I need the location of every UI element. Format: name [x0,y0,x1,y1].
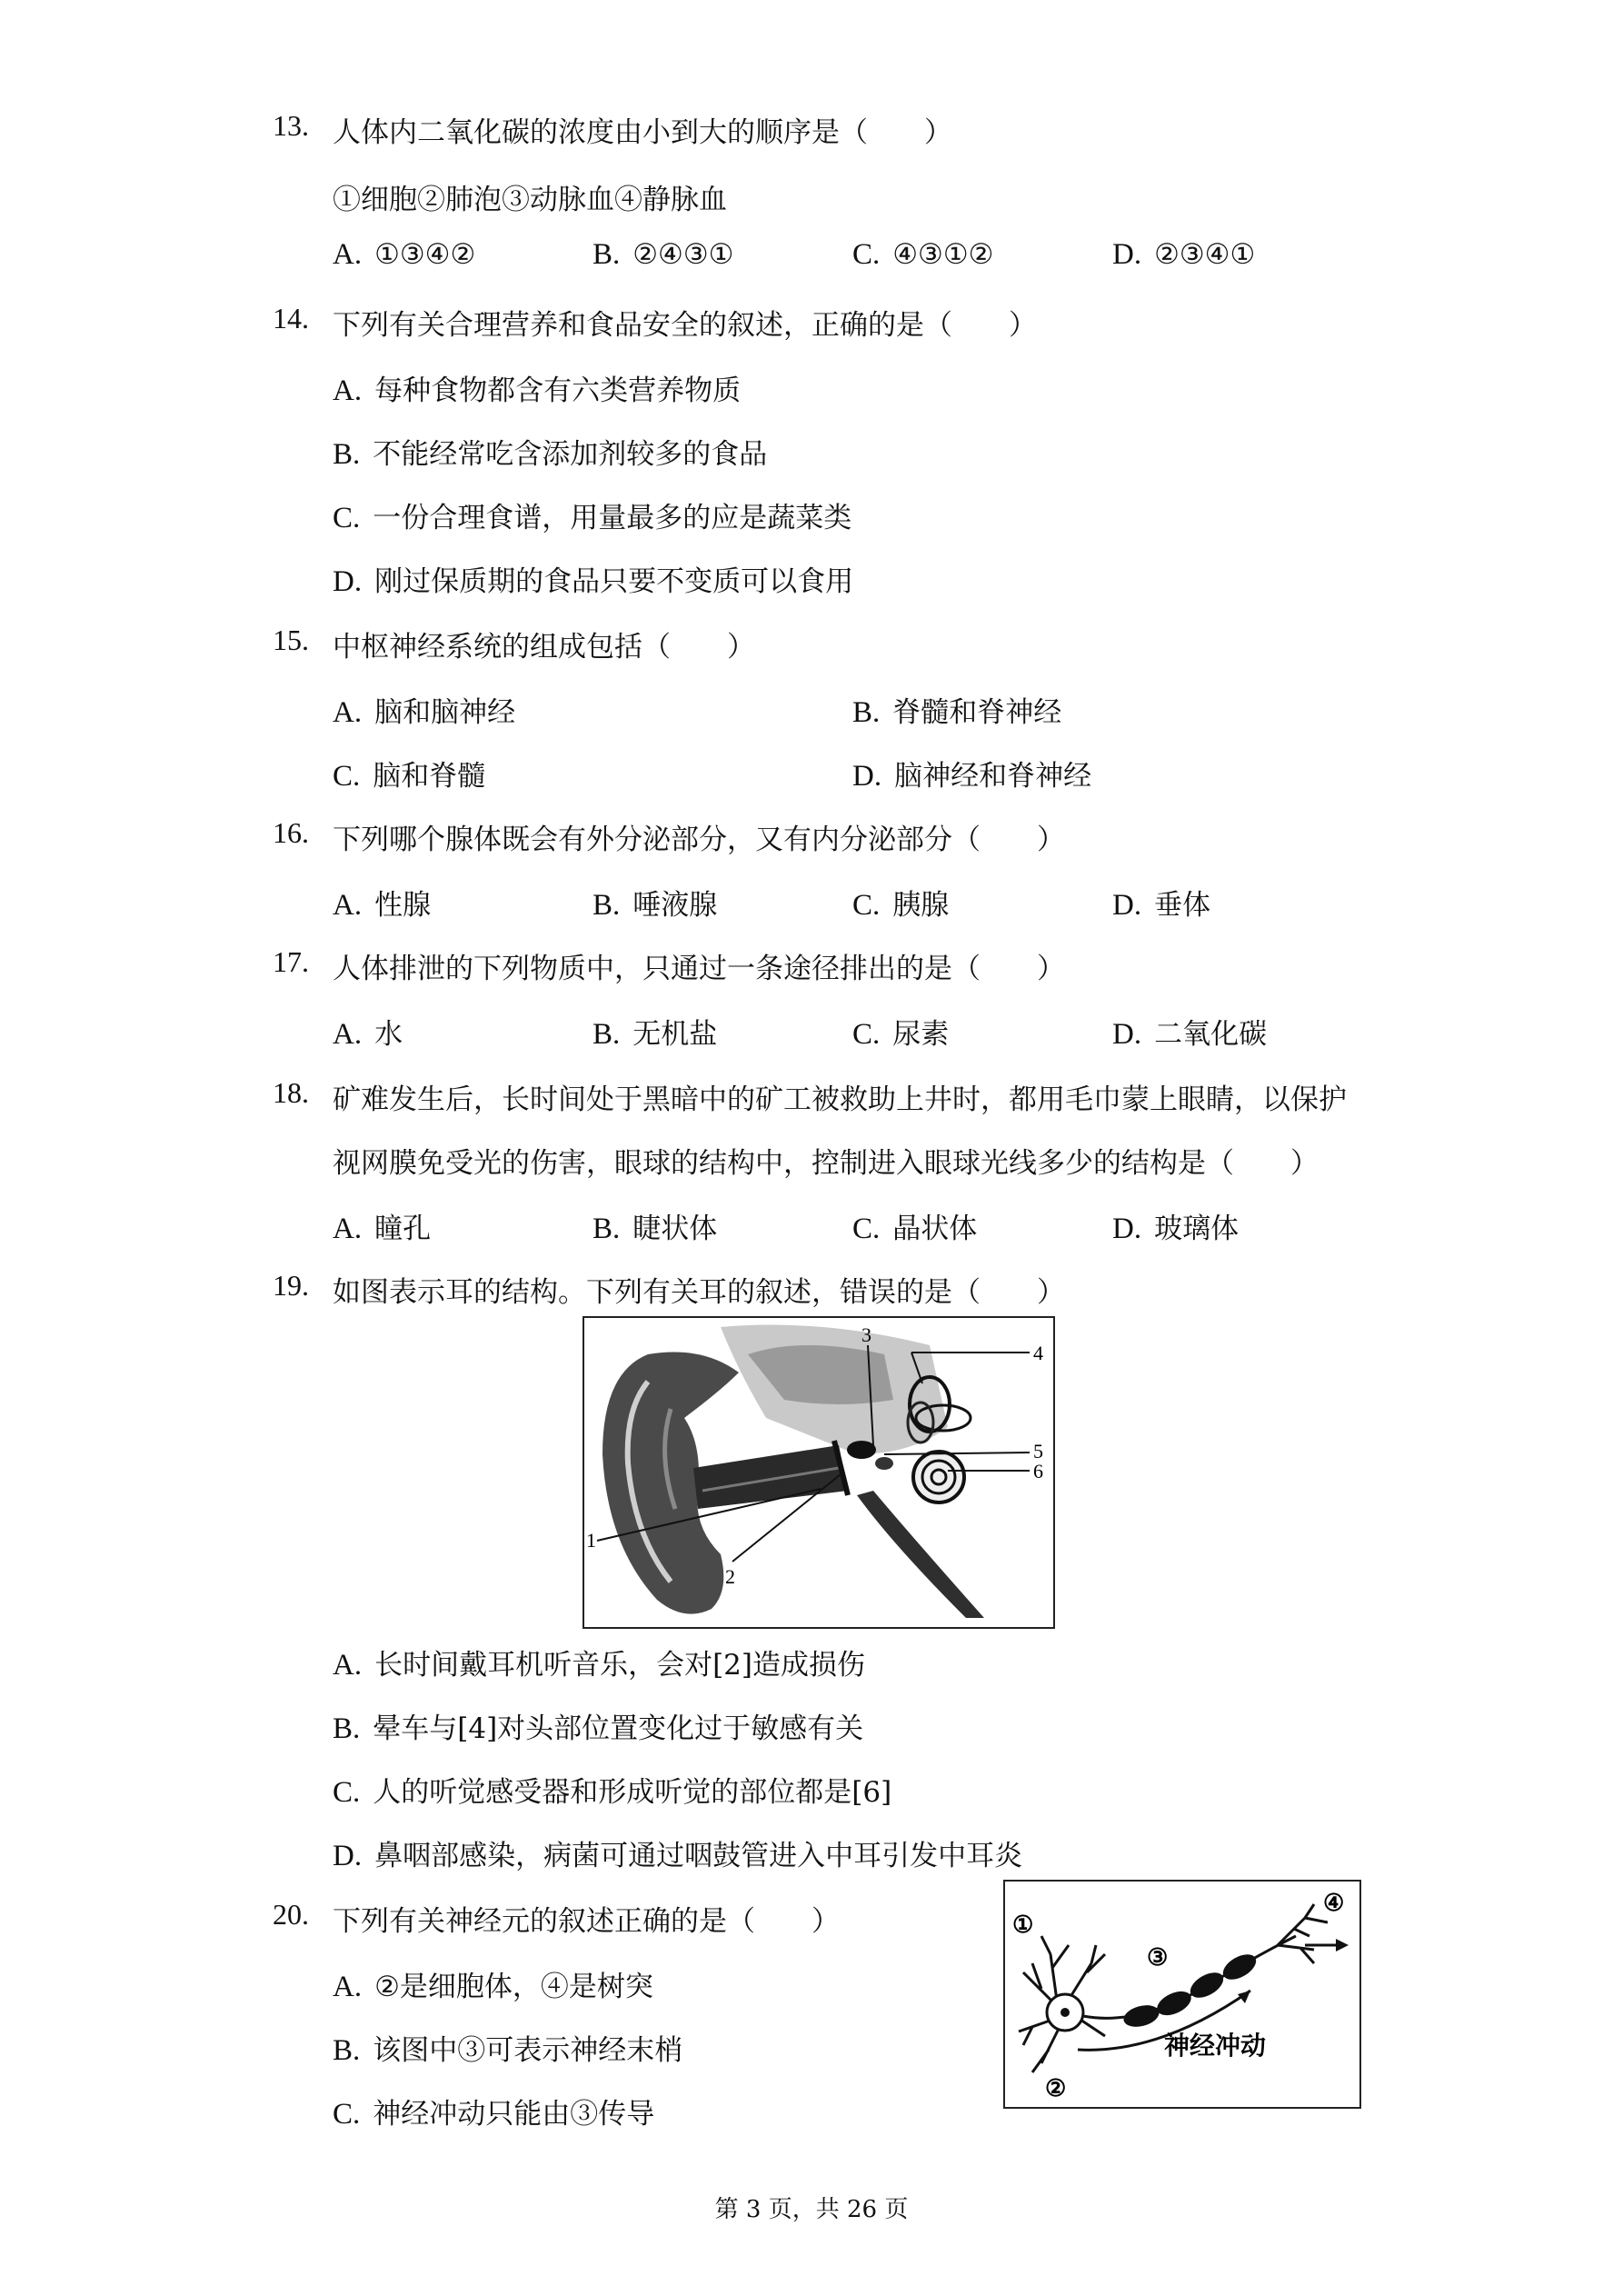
label-4: 4 [1033,1342,1043,1364]
option: B. 唾液腺 [592,889,718,922]
question-number: 18. [273,1076,309,1109]
option: D. ②③④① [1112,238,1256,271]
neuron-diagram [1005,1882,1359,2107]
option: B. 脊髓和脊神经 [852,696,1062,729]
question-number: 20. [273,1898,309,1931]
option: A. 脑和脑神经 [333,696,516,729]
total-pages: 26 [847,2196,878,2223]
option: A. 水 [333,1018,403,1051]
option: C. 一份合理食谱，用量最多的应是蔬菜类 [333,502,852,534]
label-circled-4: ④ [1323,1890,1345,1916]
option: A. ①③④② [333,238,476,271]
label-5: 5 [1033,1440,1043,1462]
option: C. 尿素 [852,1018,950,1051]
question-number: 19. [273,1269,309,1302]
label-circled-1: ① [1012,1912,1034,1938]
question-text: 中枢神经系统的组成包括（ ） [333,631,755,664]
page-footer: 第 3 页，共 26 页 [714,2196,909,2223]
label-1: 1 [586,1529,596,1552]
option: B. 无机盐 [592,1018,718,1051]
option: D. 鼻咽部感染，病菌可通过咽鼓管进入中耳引发中耳炎 [333,1840,1023,1872]
question-number: 17. [273,945,309,978]
option: D. 玻璃体 [1112,1213,1240,1245]
question-text: 下列有关神经元的叙述正确的是（ ） [333,1905,840,1938]
option: B. 不能经常吃含添加剂较多的食品 [333,438,768,471]
question-text: 如图表示耳的结构。下列有关耳的叙述，错误的是（ ） [333,1276,1065,1309]
option: C. 脑和脊髓 [333,760,486,793]
question-text-line2: 视网膜免受光的伤害，眼球的结构中，控制进入眼球光线多少的结构是（ ） [333,1147,1319,1180]
label-circled-3: ③ [1147,1944,1169,1971]
option: A. 长时间戴耳机听音乐，会对[2]造成损伤 [333,1649,866,1682]
question-text: 人体排泄的下列物质中，只通过一条途径排出的是（ ） [333,953,1065,985]
option: A. 瞳孔 [333,1213,432,1245]
label-2: 2 [725,1565,735,1588]
ear-structure-figure [582,1316,1055,1629]
option: C. 人的听觉感受器和形成听觉的部位都是[6] [333,1776,892,1809]
option: C. 神经冲动只能由③传导 [333,2098,655,2131]
question-number: 15. [273,624,309,656]
label-3: 3 [861,1323,871,1346]
option: D. 脑神经和脊神经 [852,760,1092,793]
option: A. 性腺 [333,889,432,922]
question-text: 下列有关合理营养和食品安全的叙述，正确的是（ ） [333,309,1037,342]
option: C. ④③①② [852,238,994,271]
option: A. ②是细胞体，④是树突 [333,1971,653,2003]
option: B. 晕车与[4]对头部位置变化过于敏感有关 [333,1712,864,1745]
question-text: 矿难发生后，长时间处于黑暗中的矿工被救助上井时，都用毛巾蒙上眼睛，以保护 [333,1083,1347,1116]
option: D. 垂体 [1112,889,1211,922]
ear-structure-diagram [584,1318,1053,1627]
option: C. 胰腺 [852,889,950,922]
question-number: 13. [273,109,309,142]
option: A. 每种食物都含有六类营养物质 [333,374,742,407]
option: D. 二氧化碳 [1112,1018,1268,1051]
label-circled-2: ② [1045,2075,1067,2101]
question-number: 14. [273,302,309,334]
label-6: 6 [1033,1460,1043,1482]
option: B. 该图中③可表示神经末梢 [333,2034,683,2067]
figure-caption: 神经冲动 [1164,2032,1267,2061]
question-text: 下列哪个腺体既会有外分泌部分，又有内分泌部分（ ） [333,824,1065,856]
current-page: 3 [745,2196,762,2223]
option: C. 晶状体 [852,1213,978,1245]
question-number: 16. [273,816,309,849]
neuron-figure [1003,1880,1361,2109]
option: B. ②④③① [592,238,734,271]
option: B. 睫状体 [592,1213,718,1245]
question-subtext: ①细胞②肺泡③动脉血④静脉血 [333,184,727,216]
option: D. 刚过保质期的食品只要不变质可以食用 [333,565,854,598]
question-text: 人体内二氧化碳的浓度由小到大的顺序是（ ） [333,116,952,149]
